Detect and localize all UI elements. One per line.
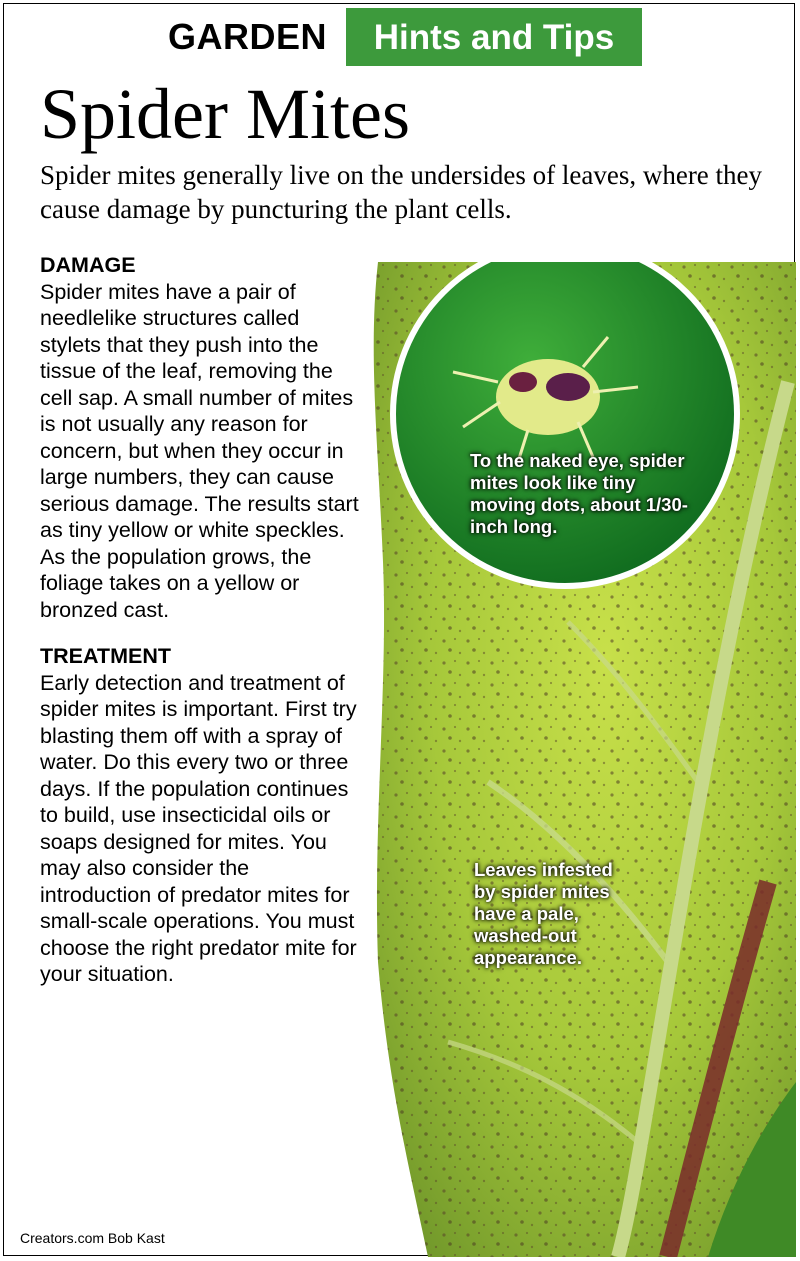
hints-tips-banner: [346, 8, 642, 66]
damage-heading: DAMAGE: [40, 253, 136, 277]
garden-label: GARDEN: [168, 16, 328, 57]
damage-body: Spider mites have a pair of needlelike structures called stylets that they push into the tissue of the leaf, removing the cell sap. A small number of mites is not usually any reason for concern, but when they occur in large numbers, they can cause serious damage. The results start as tiny yellow or white speckles. As the population grows, the foliage takes on a yellow or bronzed cast.: [40, 279, 359, 622]
leaf-caption: Leaves infested by spider mites have a pale, washed-out appearance.: [474, 859, 613, 968]
leaf-photo: [368, 262, 796, 1257]
mite-caption: To the naked eye, spider mites look like tiny moving dots, about 1/30-inch long.: [470, 450, 688, 537]
lead-paragraph: Spider mites generally live on the undersides of leaves, where they cause damage by puncturing the plant cells.: [40, 160, 763, 224]
hints-tips-label: Hints and Tips: [373, 18, 615, 57]
header: [0, 4, 800, 64]
credit-line: Creators.com Bob Kast: [20, 1230, 165, 1246]
treatment-body: Early detection and treatment of spider mites is important. First try blasting them off with a spray of water. Do this every two or three days. If the population continues to build, use insecticidal oils or soaps designed for mites. You may also consider the introduction of predator mites for small-scale operations. You must choose the right predator mite for your situation.: [40, 670, 357, 986]
text-column: [40, 252, 360, 1008]
page-title: Spider Mites: [40, 74, 410, 154]
treatment-heading: TREATMENT: [40, 644, 171, 668]
